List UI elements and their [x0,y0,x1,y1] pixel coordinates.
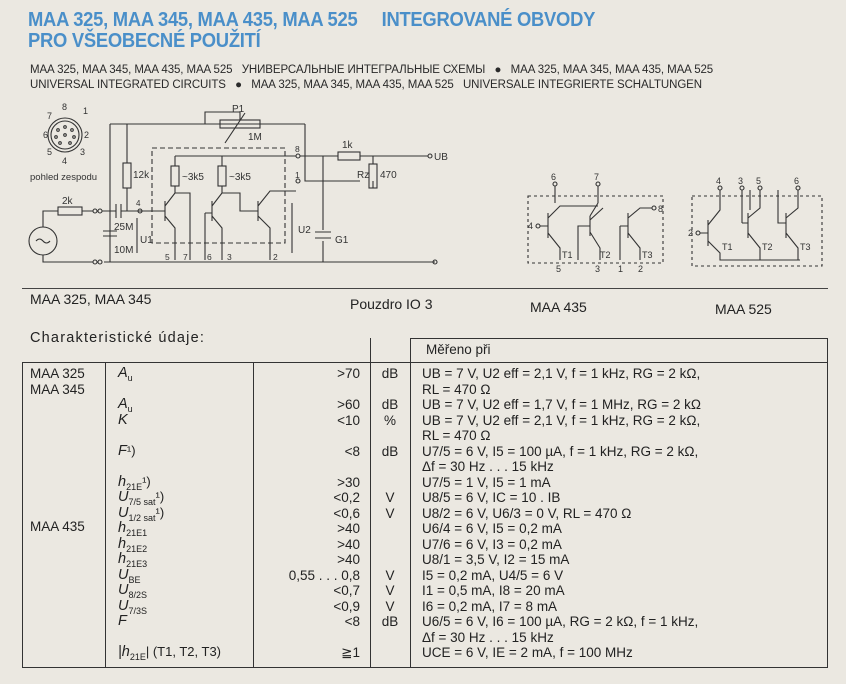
package-label-maa435: MAA 435 [530,299,587,315]
pin-label: 6 [551,172,557,182]
param-value: >60 [337,397,360,412]
pinout-diagram [30,102,97,183]
pot-label: P1 [232,104,245,115]
pin-label: 5 [556,264,562,274]
param-unit: V [385,490,395,505]
transistor-label: T3 [642,250,653,260]
symbol: $|h_{21E}$ [118,644,146,662]
symbol: $U_{7/3S}$ [118,597,147,616]
symbol: F [118,442,127,459]
param-symbol [118,412,128,433]
param-unit: V [385,583,395,598]
symbol-subscript: 7/5 sat [128,496,156,507]
symbol: $h_{21E3}$ [118,551,148,569]
measurement-condition: Δf = 30 Hz . . . 15 kHz [422,459,554,474]
pin-label: 5 [47,147,53,157]
pot-value-label: 1M [248,132,262,143]
symbol: $U_{8/2S}$ [118,582,147,600]
transistor-label: T1 [562,250,573,260]
measurement-condition: U8/2 = 6 V, U6/3 = 0 V, RL = 470 Ω [422,505,632,521]
param-value: <8 [344,614,360,629]
measurement-condition: RL = 470 Ω [422,428,491,443]
param-symbol [118,443,136,464]
transistor-label: T2 [762,242,773,252]
pin-label: 7 [47,111,53,121]
measurement-condition: U7/6 = 6 V, I3 = 0,2 mA [422,536,562,552]
symbol-subscript: 1/2 sat [128,512,156,523]
symbol-suffix: ¹) [142,473,151,489]
pin-label: 8 [658,204,664,214]
pin-6-label: 6 [207,252,212,262]
measurement-condition: UB = 7 V, U2 eff = 1,7 V, f = 1 MHz, RG = 2 kΩ [422,397,701,412]
title-part-numbers: MAA 325, MAA 345, MAA 435, MAA 525 [28,9,358,31]
param-value: <10 [337,412,360,428]
pin-label: 1 [83,106,89,116]
package-label-maa525: MAA 525 [715,301,772,317]
package-label-maa325-345: MAA 325, MAA 345 [30,291,152,307]
symbol-subscript: 7/3S [128,605,147,616]
u1-label: U1 [140,235,153,246]
param-symbol [118,644,221,665]
pin-3-label: 3 [227,252,232,262]
symbol-subscript: 21E3 [126,558,148,569]
divider [22,288,828,289]
param-value: ≧1 [341,645,360,660]
group-label-maa325-345 [30,366,85,397]
symbol: $U_{7/5 sat}$ [118,489,156,507]
symbol-subscript: u [127,403,133,414]
param-value: <0,6 [333,505,360,521]
pin-label: 4 [716,176,722,186]
title-line2: PRO VŠEOBECNÉ POUŽITÍ [28,30,261,52]
symbol-subscript: 21E2 [126,543,148,554]
symbol-suffix: ¹) [155,504,165,520]
subtitle-line2: UNIVERSAL INTEGRATED CIRCUITS ● MAA 325, MAA 345, MAA 435, MAA 525 UNIVERSALE INTEGRIERTE SCHALTUNGEN [30,79,702,91]
r-c1-label: ~3k5 [182,172,204,183]
symbol-subscript: 8/2S [128,589,147,600]
param-symbol [118,365,133,386]
measurement-condition: I5 = 0,2 mA, U4/5 = 6 V [422,567,564,583]
package-label-io3: Pouzdro IO 3 [350,296,433,312]
rz-label: Rz [357,170,370,181]
pin-2-label: 2 [273,252,278,262]
measurement-condition: U8/1 = 3,5 V, I2 = 15 mA [422,552,570,567]
pin-label: 1 [618,264,624,274]
title-name: INTEGROVANÉ OBVODY [381,9,596,31]
measurement-condition: U8/5 = 6 V, IC = 10 . IB [422,490,561,505]
symbol-subscript: 21E [126,481,143,492]
pin-label: 7 [594,172,600,182]
param-value: >40 [337,536,360,552]
transistor-label: T1 [722,242,733,252]
param-value: >70 [337,366,360,381]
u2-label: U2 [298,225,311,236]
view-label: pohled zespodu [30,172,98,183]
symbol-subscript: 21E1 [126,527,148,538]
rz-value-label: 470 [380,170,397,181]
subtitle-line1: MAA 325, MAA 345, MAA 435, MAA 525 УНИВЕРСАЛЬНЫЕ ИНТЕГРАЛЬНЫЕ СХЕМЫ ● MAA 325, MAA 345, MAA 435, MAA 525 [30,64,714,76]
param-unit: dB [381,366,399,381]
group-label-maa435: MAA 435 [30,519,85,534]
measurement-condition: U6/5 = 6 V, I6 = 100 µA, RG = 2 kΩ, f = 1 kHz, [422,614,699,629]
symbol: F [118,613,127,629]
r-bias-label: 12k [133,170,150,181]
c-in-label: 25M [114,222,134,233]
measurement-condition: U7/5 = 1 V, I5 = 1 mA [422,474,551,490]
pin-label: 3 [738,176,744,186]
symbol: $U_{BE}$ [118,566,141,585]
header-conditions: Měřeno při [426,342,491,357]
pin-label: 6 [794,176,800,186]
param-value: <0,9 [333,598,360,614]
pin-label: 5 [756,176,762,186]
symbol-subscript: 21E [129,651,146,662]
measurement-condition: RL = 470 Ω [422,381,491,397]
measurement-condition: U6/4 = 6 V, I5 = 0,2 mA [422,521,562,536]
section-title: Charakteristické údaje: [30,330,206,346]
param-value: <8 [344,443,360,459]
param-value: <0,7 [333,583,360,598]
pin-label: 6 [43,130,49,140]
param-unit: V [385,567,395,583]
pin-label: 4 [62,156,68,166]
r-c2-label: ~3k5 [229,172,251,183]
symbol: $A_u$ [118,365,133,383]
pin-label: 2 [84,130,90,140]
pin-label: 2 [638,264,644,274]
circuit-schematic [0,98,846,283]
r-supply-label: 1k [342,140,353,151]
symbol: K [118,411,128,428]
r-gen-label: 2k [62,196,73,207]
group-label-line: MAA 345 [30,381,85,397]
c-bias-label: 10M [114,245,134,256]
symbol-suffix: ¹) [126,442,136,458]
pin-label: 4 [528,221,534,231]
transistor-label: T2 [600,250,611,260]
param-unit: dB [381,614,399,629]
param-value: <0,2 [333,490,360,505]
param-unit: dB [381,443,399,459]
param-unit: dB [381,397,399,412]
symbol: $U_{1/2 sat}$ [118,504,156,523]
measurement-condition: Δf = 30 Hz . . . 15 kHz [422,629,554,645]
param-value: 0,55 . . . 0,8 [288,567,360,583]
symbol: $A_u$ [118,396,133,414]
ub-label: UB [434,152,448,163]
symbol: $h_{21E2}$ [118,535,148,554]
maa435-internal-diagram [528,172,663,274]
pin-label: 2 [688,228,694,238]
symbol-suffix: | (T1, T2, T3) [145,644,221,659]
measurement-condition: I1 = 0,5 mA, I8 = 20 mA [422,583,565,598]
param-value: >40 [337,521,360,536]
measurement-condition: UB = 7 V, U2 eff = 2,1 V, f = 1 kHz, RG = 2 kΩ, [422,412,701,428]
pin-4-label: 4 [136,199,141,208]
symbol: $h_{21E}$ [118,473,143,492]
param-unit: % [383,412,396,428]
measurement-condition: UCE = 6 V, IE = 2 mA, f = 100 MHz [422,645,633,660]
param-value: >30 [337,474,360,490]
param-value: >40 [337,552,360,567]
symbol-suffix: ¹) [155,489,165,504]
maa525-internal-diagram [688,176,822,266]
symbol: $h_{21E1}$ [118,520,148,538]
param-unit: V [385,598,395,614]
pin-label: 8 [62,102,68,112]
pin-1-label: 1 [295,170,300,180]
transistor-label: T3 [800,242,811,252]
symbol-subscript: BE [128,574,141,585]
measurement-condition: I6 = 0,2 mA, I7 = 8 mA [422,598,558,614]
param-symbol [118,613,127,634]
pin-7-label: 7 [183,252,188,262]
pin-8-label: 8 [295,144,300,154]
characteristics-table [22,338,828,668]
measurement-condition: UB = 7 V, U2 eff = 2,1 V, f = 1 kHz, RG = 2 kΩ, [422,366,701,381]
page-title [28,10,595,31]
param-unit: V [385,505,395,521]
pin-label: 3 [80,147,86,157]
pin-5-label: 5 [165,252,170,262]
symbol-subscript: u [127,372,133,383]
group-label-line: MAA 325 [30,366,85,381]
measurement-condition: U7/5 = 6 V, I5 = 100 µA, f = 1 kHz, RG = 2 kΩ, [422,443,699,459]
ic-outline [152,148,285,243]
battery-label: G1 [335,235,349,246]
pin-label: 3 [595,264,601,274]
